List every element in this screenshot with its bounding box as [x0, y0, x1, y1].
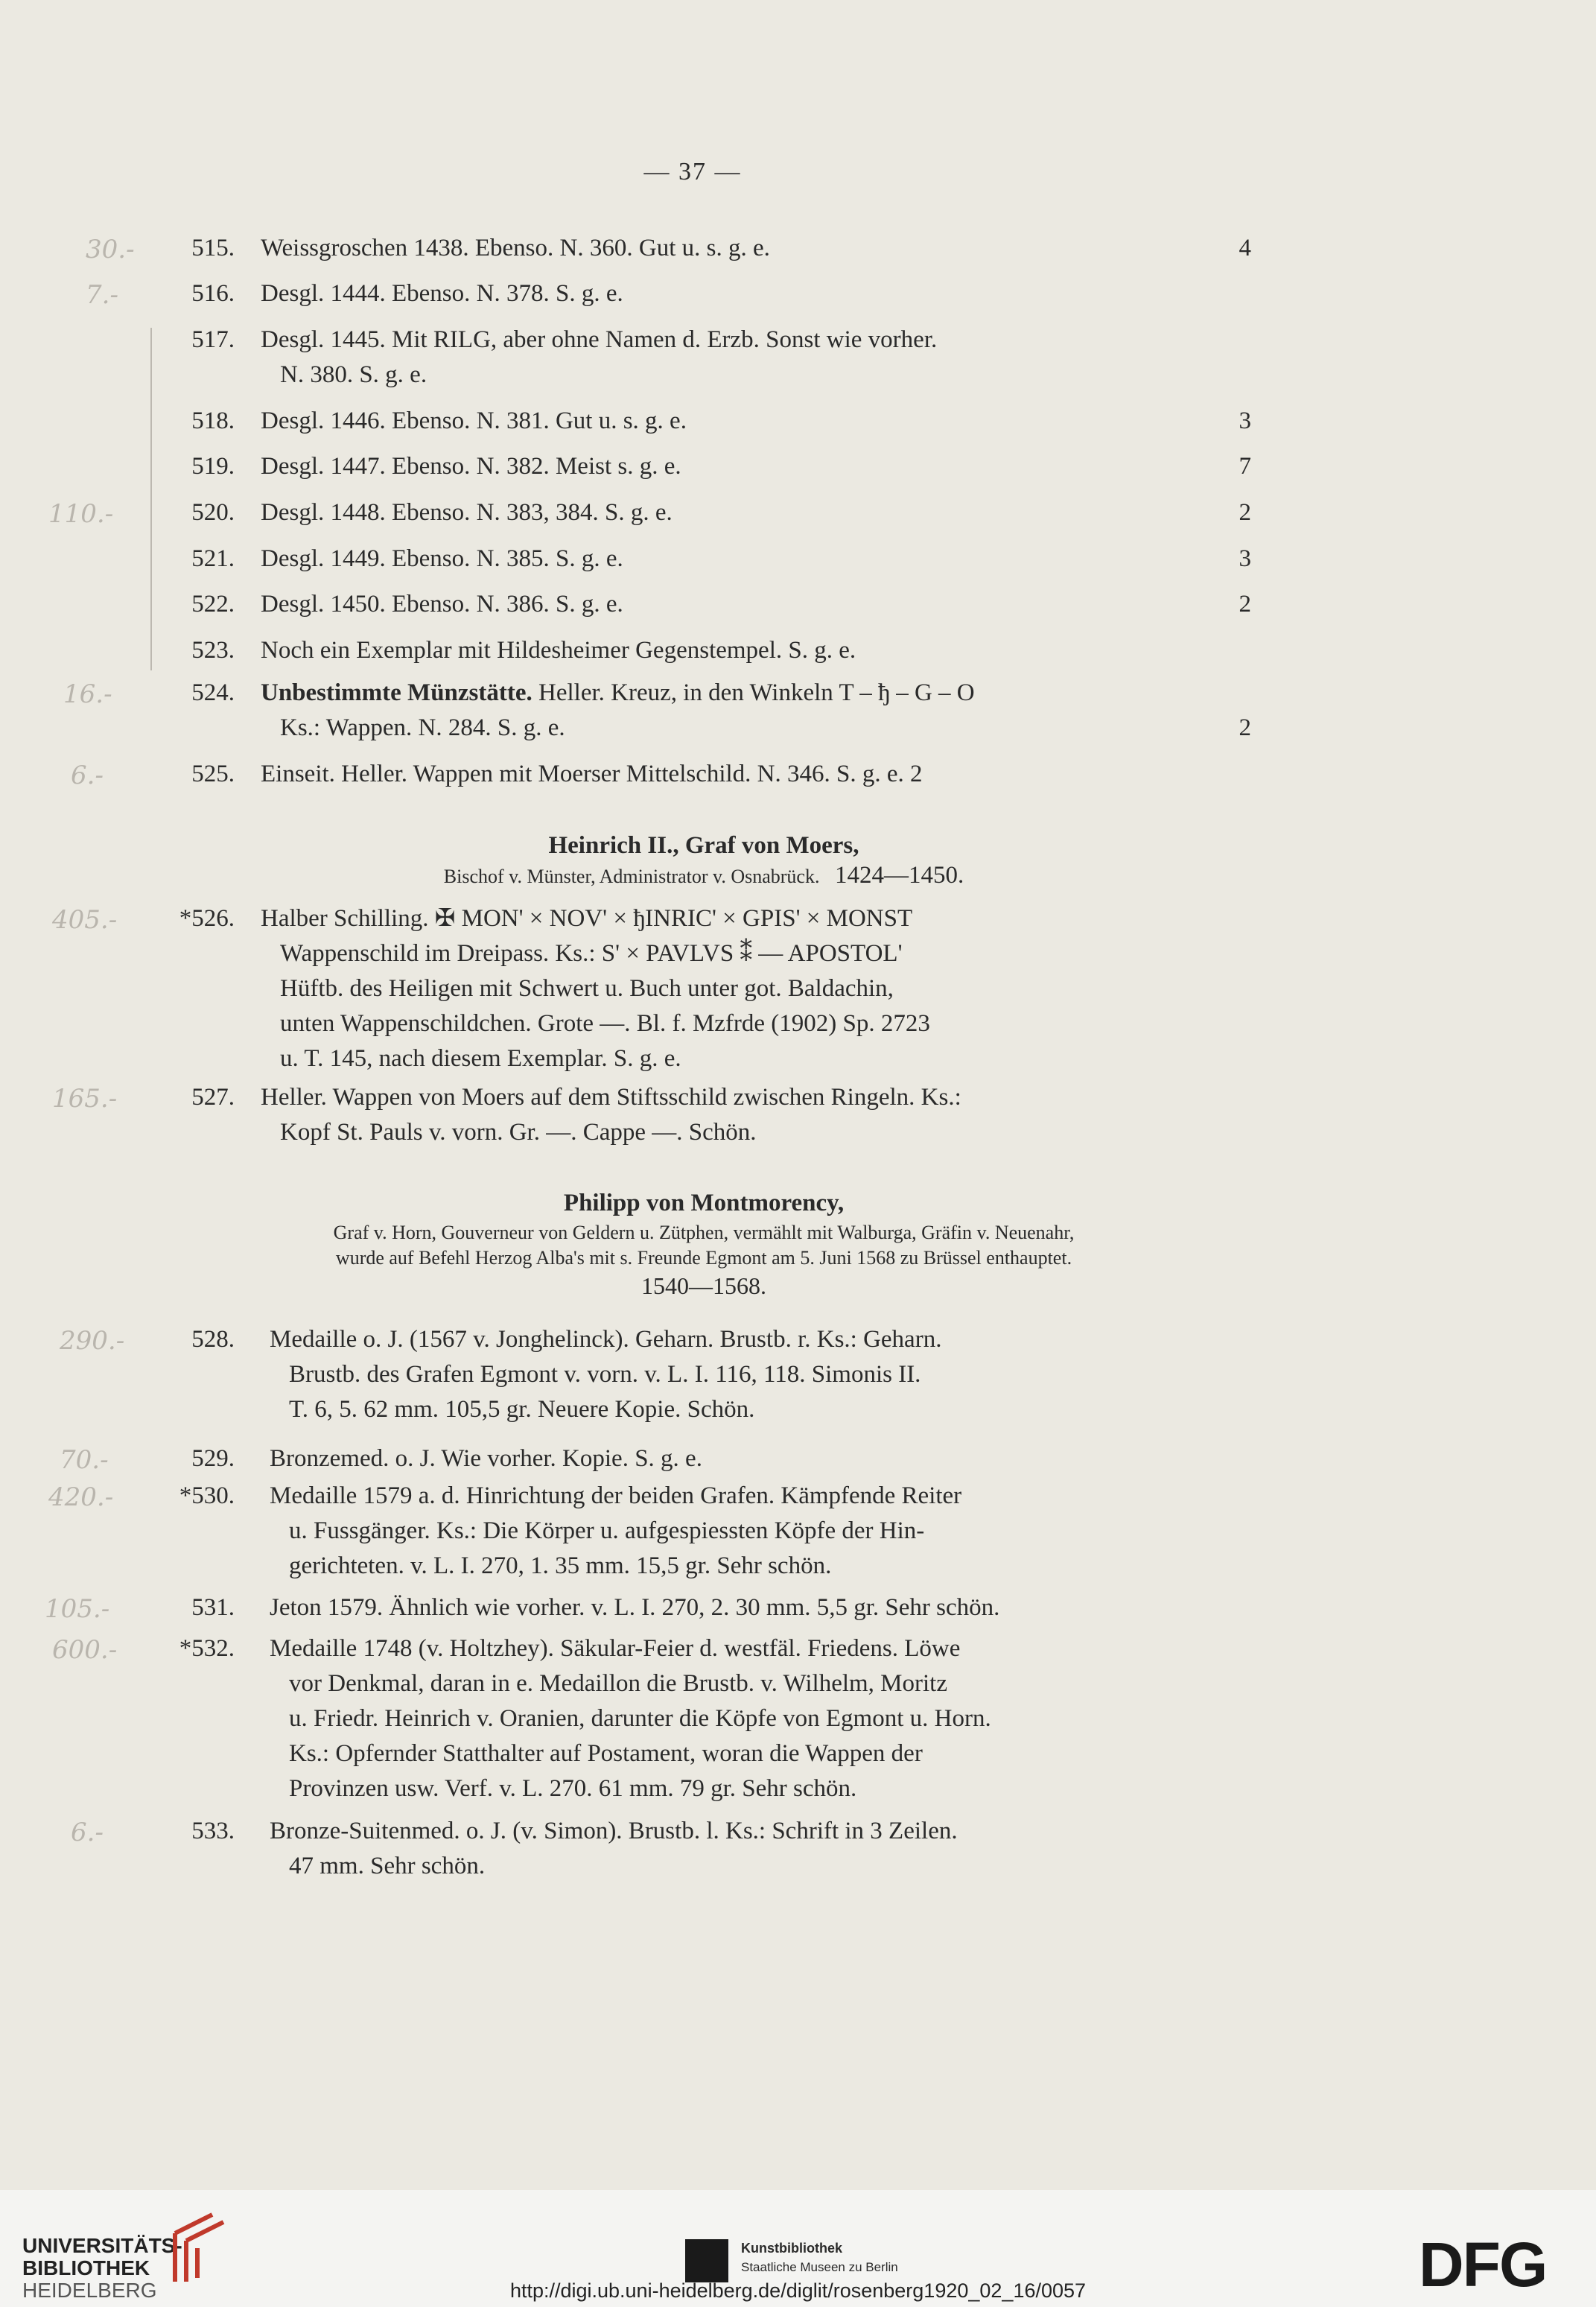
entry-line: Ks.: Wappen. N. 284. S. g. e. — [280, 714, 565, 741]
entry-line: u. Fussgänger. Ks.: Die Körper u. aufgespiessten Köpfe der Hin- — [289, 1517, 925, 1544]
ub-heidelberg-logo-icon — [160, 2211, 227, 2285]
entry-number: 533. — [191, 1818, 235, 1844]
entry-price: 2 — [1239, 499, 1251, 526]
entry-number: 521. — [191, 545, 235, 572]
entry-line: Desgl. 1449. Ebenso. N. 385. S. g. e. — [261, 545, 623, 572]
entry-number: 518. — [191, 407, 235, 434]
entry-line: u. Friedr. Heinrich v. Oranien, darunter die Köpfe von Egmont u. Horn. — [289, 1705, 991, 1732]
entry-line: Desgl. 1447. Ebenso. N. 382. Meist s. g. e. — [261, 453, 681, 480]
pencil-annotation: 105.- — [45, 1594, 110, 1624]
entry-text — [270, 1590, 1251, 1625]
entry-number: *532. — [179, 1635, 235, 1662]
entry-number: 529. — [191, 1445, 235, 1472]
entry-text — [261, 587, 1251, 622]
entry-text — [261, 542, 1251, 577]
entry-line: Desgl. 1445. Mit RILG, aber ohne Namen d. Erzb. Sonst wie vorher. — [261, 326, 938, 353]
entry-number: *530. — [179, 1482, 235, 1509]
entry-text — [270, 1814, 1251, 1884]
entry-line: Desgl. 1448. Ebenso. N. 383, 384. S. g. e. — [261, 499, 673, 526]
entry-number: 523. — [191, 637, 235, 664]
entry-text — [261, 1080, 1251, 1150]
entry-price: 3 — [1239, 407, 1251, 434]
entry-line: Einseit. Heller. Wappen mit Moerser Mittelschild. N. 346. S. g. e. 2 — [261, 761, 923, 787]
entry-price: 2 — [1239, 591, 1251, 618]
entry-text — [261, 633, 1251, 668]
entry-line: Bronze-Suitenmed. o. J. (v. Simon). Brustb. l. Ks.: Schrift in 3 Zeilen. — [270, 1818, 958, 1844]
section-subtitle-1: Graf v. Horn, Gouverneur von Geldern u. Zütphen, vermählt mit Walburga, Gräfin v. Neuenahr, — [333, 1222, 1075, 1243]
entry-line: Wappenschild im Dreipass. Ks.: S' × PAVLVS ⁑ — APOSTOL' — [280, 940, 903, 967]
source-url[interactable]: http://digi.ub.uni-heidelberg.de/diglit/rosenberg1920_02_16/0057 — [509, 2279, 1087, 2302]
entry-line: Hüftb. des Heiligen mit Schwert u. Buch unter got. Baldachin, — [280, 975, 894, 1002]
entry-line: vor Denkmal, daran in e. Medaillon die Brustb. v. Wilhelm, Moritz — [289, 1670, 947, 1697]
entry-line: Medaille 1748 (v. Holtzhey). Säkular-Feier d. westfäl. Friedens. Löwe — [270, 1635, 961, 1662]
entry-price: 4 — [1239, 235, 1251, 261]
entry-text — [270, 1322, 1251, 1427]
entry-text — [261, 495, 1251, 530]
entry-number: 528. — [191, 1326, 235, 1353]
dfg-logo: DFG — [1419, 2230, 1547, 2300]
entry-number: 522. — [191, 591, 235, 618]
entry-text — [261, 676, 1251, 746]
entry-line: Desgl. 1446. Ebenso. N. 381. Gut u. s. g. e. — [261, 407, 687, 434]
pencil-annotation: 6.- — [71, 1818, 104, 1847]
footer-bar: UNIVERSITÄTS- BIBLIOTHEK HEIDELBERG Kunstbibliothek Staatliche Museen zu Berlin DFG http://digi.ub.uni-heidelberg.de/diglit/rosenberg1920_02_16/0057 — [0, 2190, 1596, 2307]
entry-text — [261, 404, 1251, 439]
entry-number: 516. — [191, 280, 235, 307]
section-subtitle-2: wurde auf Befehl Herzog Alba's mit s. Freunde Egmont am 5. Juni 1568 zu Brüssel enthauptet. — [335, 1247, 1072, 1269]
entry-number: 520. — [191, 499, 235, 526]
entry-text — [261, 757, 1251, 792]
section-title: Heinrich II., Graf von Moers, — [548, 832, 859, 859]
pencil-annotation: 405.- — [52, 905, 118, 935]
entry-text — [261, 449, 1251, 484]
entry-number: 517. — [191, 326, 235, 353]
entry-price: 3 — [1239, 545, 1251, 572]
entry-line: Desgl. 1450. Ebenso. N. 386. S. g. e. — [261, 591, 623, 618]
entry-line: gerichteten. v. L. I. 270, 1. 35 mm. 15,5 gr. Sehr schön. — [289, 1552, 832, 1579]
entry-text — [270, 1479, 1251, 1584]
pencil-annotation: 165.- — [52, 1084, 118, 1114]
entry-line: Halber Schilling. ✠ MON' × NOV' × ђINRIC' × GPIS' × MONST — [261, 905, 913, 932]
section-years: 1424—1450. — [834, 862, 964, 889]
entry-line: N. 380. S. g. e. — [280, 361, 427, 388]
entry-line: u. T. 145, nach diesem Exemplar. S. g. e. — [280, 1045, 681, 1072]
entry-line: Bronzemed. o. J. Wie vorher. Kopie. S. g. e. — [270, 1445, 702, 1472]
entry-line: Brustb. des Grafen Egmont v. vorn. v. L. I. 116, 118. Simonis II. — [289, 1361, 921, 1388]
pencil-annotation: 420.- — [48, 1482, 114, 1512]
entry-text — [261, 323, 1251, 393]
entry-line: Provinzen usw. Verf. v. L. 270. 61 mm. 79 gr. Sehr schön. — [289, 1775, 857, 1802]
pencil-margin-line — [150, 328, 152, 670]
entry-number: 525. — [191, 761, 235, 787]
entry-number: 519. — [191, 453, 235, 480]
pencil-annotation: 6.- — [71, 761, 104, 790]
pencil-annotation: 70.- — [60, 1445, 109, 1475]
entry-text — [270, 1441, 1251, 1476]
ub-heidelberg-logo-text: UNIVERSITÄTS- BIBLIOTHEK HEIDELBERG — [22, 2234, 182, 2302]
pencil-annotation: 290.- — [60, 1326, 125, 1356]
entry-price: 2 — [1239, 714, 1251, 741]
entry-line: unten Wappenschildchen. Grote —. Bl. f. Mzfrde (1902) Sp. 2723 — [280, 1010, 930, 1037]
entry-line: T. 6, 5. 62 mm. 105,5 gr. Neuere Kopie. Schön. — [289, 1396, 755, 1423]
pencil-annotation: 30.- — [86, 235, 135, 264]
kunstbibliothek-logo-icon — [685, 2239, 728, 2282]
entry-number: *526. — [179, 905, 235, 932]
section-title: Philipp von Montmorency, — [563, 1190, 845, 1216]
entry-line: Unbestimmte Münzstätte. Heller. Kreuz, in den Winkeln T – ђ – G – O — [261, 679, 975, 706]
entry-price: 7 — [1239, 453, 1251, 480]
entry-number: 527. — [191, 1084, 235, 1111]
entry-number: 524. — [191, 679, 235, 706]
section-years: 1540—1568. — [641, 1272, 766, 1299]
pencil-annotation: 16.- — [63, 679, 112, 709]
entry-line: 47 mm. Sehr schön. — [289, 1853, 486, 1879]
entry-line: Kopf St. Pauls v. vorn. Gr. —. Cappe —. Schön. — [280, 1119, 757, 1146]
pencil-annotation: 110.- — [48, 499, 114, 529]
entry-line: Medaille 1579 a. d. Hinrichtung der beiden Grafen. Kämpfende Reiter — [270, 1482, 962, 1509]
section-heading-heinrich — [156, 828, 1251, 889]
section-heading-philipp — [156, 1186, 1251, 1301]
entry-line: Desgl. 1444. Ebenso. N. 378. S. g. e. — [261, 280, 623, 307]
entry-line: Weissgroschen 1438. Ebenso. N. 360. Gut u. s. g. e. — [261, 235, 770, 261]
entry-text — [261, 276, 1251, 311]
section-subtitle: Bischof v. Münster, Administrator v. Osnabrück. — [443, 866, 820, 887]
entry-text — [270, 1631, 1251, 1806]
entry-line: Medaille o. J. (1567 v. Jonghelinck). Geharn. Brustb. r. Ks.: Geharn. — [270, 1326, 942, 1353]
entry-number: 515. — [191, 235, 235, 261]
entry-line: Jeton 1579. Ähnlich wie vorher. v. L. I. 270, 2. 30 mm. 5,5 gr. Sehr schön. — [270, 1594, 1000, 1621]
entry-line: Noch ein Exemplar mit Hildesheimer Gegenstempel. S. g. e. — [261, 637, 856, 664]
entry-line: Heller. Wappen von Moers auf dem Stiftsschild zwischen Ringeln. Ks.: — [261, 1084, 961, 1111]
entry-mint-label: Unbestimmte Münzstätte. — [261, 679, 532, 706]
entry-text — [261, 231, 1251, 266]
pencil-annotation: 600.- — [52, 1635, 118, 1665]
pencil-annotation: 7.- — [86, 280, 118, 310]
entry-number: 531. — [191, 1594, 235, 1621]
entry-text — [261, 901, 1251, 1076]
entry-line: Ks.: Opfernder Statthalter auf Postament, woran die Wappen der — [289, 1740, 923, 1767]
page-number: — 37 — — [643, 158, 742, 185]
